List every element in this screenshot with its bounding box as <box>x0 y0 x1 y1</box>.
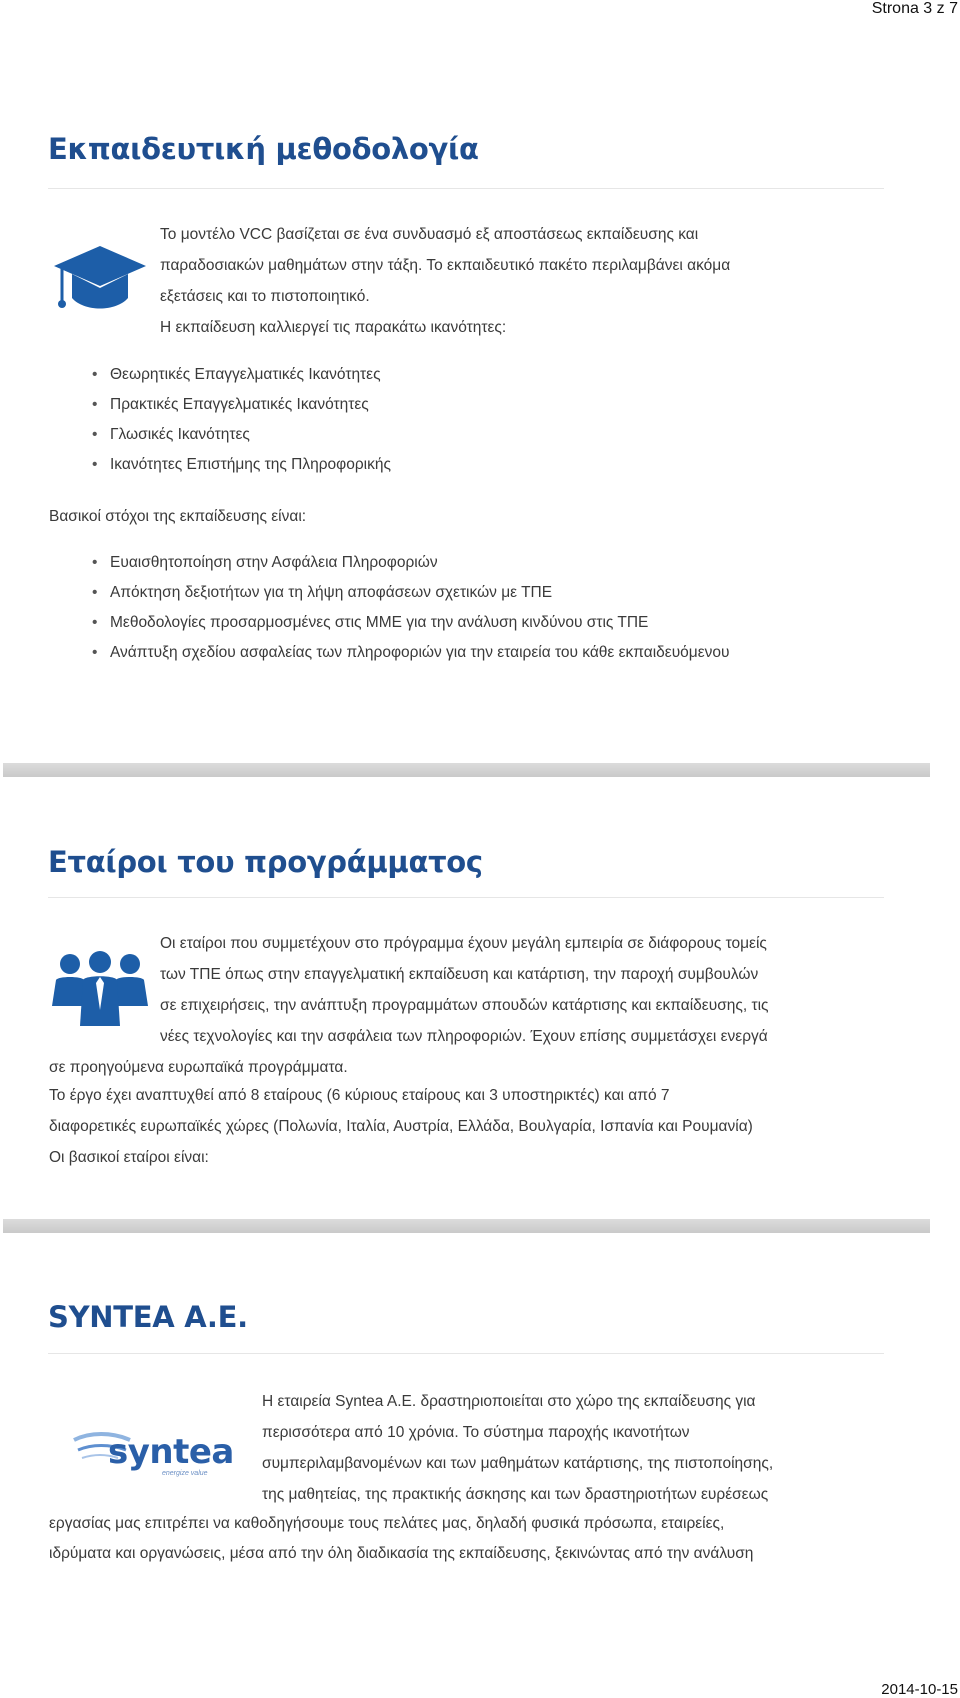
list-item: • Μεθοδολογίες προσαρμοσμένες στις ΜΜΕ για την ανάλυση κινδύνου στις ΤΠΕ <box>92 608 730 638</box>
syntea-line-2: περισσότερα από 10 χρόνια. Το σύστημα παροχής ικανοτήτων <box>262 1424 690 1441</box>
partners-line-6: Το έργο έχει αναπτυχθεί από 8 εταίρους (6 κύριους εταίρους και 3 υποστηρικτές) και από 7 <box>49 1087 670 1104</box>
partners-line-4: νέες τεχνολογίες και την ασφάλεια των πληροφοριών. Έχουν επίσης συμμετάσχει ενεργά <box>160 1028 768 1045</box>
section-title-methodology: Εκπαιδευτική μεθοδολογία <box>48 132 479 166</box>
list-item: • Θεωρητικές Επαγγελματικές Ικανότητες <box>92 360 391 390</box>
partners-line-2: των ΤΠΕ όπως στην επαγγελματική εκπαίδευση και κατάρτιση, την παροχή συμβουλών <box>160 966 759 983</box>
syntea-line-4: της μαθητείας, της πρακτικής άσκησης και των δραστηριοτήτων ευρέσεως <box>262 1486 769 1503</box>
list-item: • Ανάπτυξη σχεδίου ασφαλείας των πληροφοριών για την εταιρεία του κάθε εκπαιδευόμενου <box>92 638 730 668</box>
goals-intro: Βασικοί στόχοι της εκπαίδευσης είναι: <box>49 508 307 525</box>
graduation-cap-icon <box>52 242 148 322</box>
syntea-line-6: ιδρύματα και οργανώσεις, μέσα από την όλη διαδικασία της εκπαίδευσης, ξεκινώντας από την ανάλυση <box>49 1545 754 1562</box>
intro-line-2: παραδοσιακών μαθημάτων στην τάξη. Το εκπαιδευτικό πακέτο περιλαμβάνει ακόμα <box>160 257 731 274</box>
page-number: Strona 3 z 7 <box>871 0 958 17</box>
logo-tagline: energize value <box>162 1470 208 1477</box>
section-title-partners: Εταίροι του προγράμματος <box>48 845 483 879</box>
section-separator <box>3 763 930 777</box>
list-item: • Ικανότητες Επιστήμης της Πληροφορικής <box>92 450 391 480</box>
intro-line-4: Η εκπαίδευση καλλιεργεί τις παρακάτω ικανότητες: <box>160 319 507 336</box>
goals-list <box>92 548 730 668</box>
logo-wordmark: syntea <box>108 1432 234 1472</box>
section-title-syntea: SYNTEA A.E. <box>48 1300 248 1334</box>
list-item: • Γλωσικές Ικανότητες <box>92 420 391 450</box>
syntea-line-3: συμπεριλαμβανομένων και των μαθημάτων κατάρτισης, της πιστοποίησης, <box>262 1455 774 1472</box>
syntea-line-1: Η εταιρεία Syntea A.E. δραστηριοποιείται στο χώρο της εκπαίδευσης για <box>262 1393 756 1410</box>
section-separator <box>3 1219 930 1233</box>
syntea-logo <box>72 1424 234 1484</box>
section-divider <box>48 188 884 189</box>
list-item: • Ευαισθητοποίηση στην Ασφάλεια Πληροφοριών <box>92 548 730 578</box>
intro-line-3: εξετάσεις και το πιστοποιητικό. <box>160 288 370 305</box>
syntea-line-5: εργασίας μας επιτρέπει να καθοδηγήσουμε τους πελάτες μας, δηλαδή φυσικά πρόσωπα, εταιρείες, <box>49 1515 725 1532</box>
list-item: • Απόκτηση δεξιοτήτων για τη λήψη αποφάσεων σχετικών με ΤΠΕ <box>92 578 730 608</box>
partners-line-7: διαφορετικές ευρωπαϊκές χώρες (Πολωνία, Ιταλία, Αυστρία, Ελλάδα, Βουλγαρία, Ισπανία και Ρουμανία) <box>49 1118 753 1135</box>
partners-line-3: σε επιχειρήσεις, την ανάπτυξη προγραμμάτων σπουδών κατάρτισης και εκπαίδευσης, τις <box>160 997 769 1014</box>
partners-line-8: Οι βασικοί εταίροι είναι: <box>49 1149 209 1166</box>
list-item: • Πρακτικές Επαγγελματικές Ικανότητες <box>92 390 391 420</box>
intro-line-1: Το μοντέλο VCC βασίζεται σε ένα συνδυασμό εξ αποστάσεως εκπαίδευσης και <box>160 226 699 243</box>
team-people-icon <box>48 950 152 1028</box>
footer-date: 2014-10-15 <box>881 1681 958 1698</box>
partners-line-1: Οι εταίροι που συμμετέχουν στο πρόγραμμα έχουν μεγάλη εμπειρία σε διάφορους τομείς <box>160 935 767 952</box>
section-divider <box>48 1353 884 1354</box>
section-divider <box>48 897 884 898</box>
competences-list <box>92 360 391 480</box>
partners-line-5: σε προηγούμενα ευρωπαϊκά προγράμματα. <box>49 1059 348 1076</box>
